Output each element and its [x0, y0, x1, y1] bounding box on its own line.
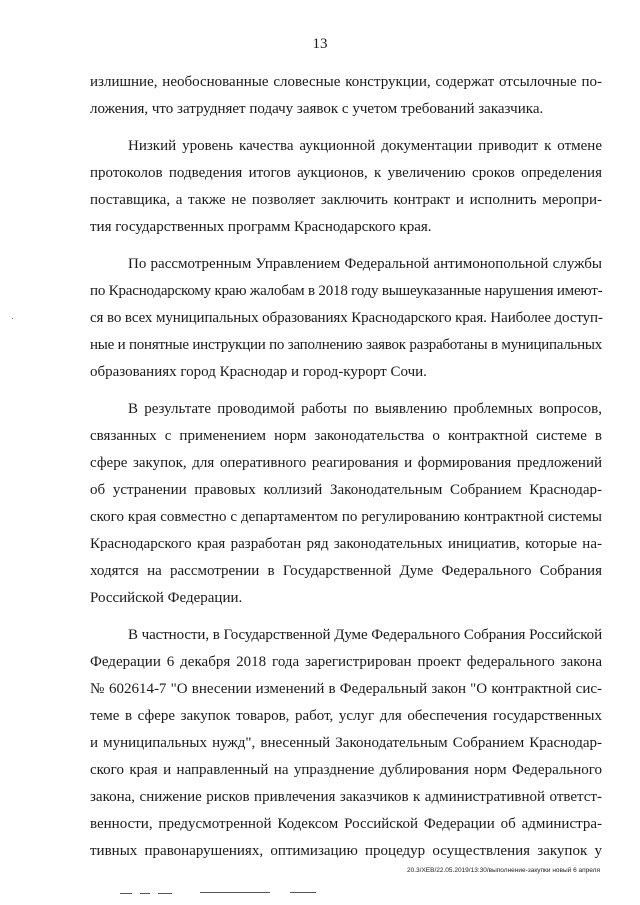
text-line: № 602614-7 "О внесении изменений в Федеральный закон "О контрактной сис-: [90, 681, 602, 697]
text-line: связанных с применением норм законодательства о контрактной системе в: [90, 428, 602, 444]
text-line: закона, снижение рисков привлечения заказчиков к административной ответст-: [90, 789, 602, 805]
document-body: [90, 69, 602, 865]
scan-artifact: [140, 893, 150, 894]
text-line: об устранении правовых коллизий Законодательным Собранием Краснодар-: [90, 482, 602, 498]
text-line: ского края и направленный на упразднение дублирования норм Федерального: [90, 762, 602, 778]
paragraph: [90, 69, 602, 123]
text-line: ся во всех муниципальных образованиях Краснодарского края. Наиболее доступ-: [90, 310, 603, 326]
scan-artifact: [12, 318, 13, 319]
text-line: протоколов подведения итогов аукционов, к увеличению сроков определения: [90, 165, 602, 181]
text-line: ные и понятные инструкции по заполнению заявок разработаны в муниципальных: [90, 337, 602, 353]
scan-artifact: [290, 892, 316, 893]
text-line: и муниципальных нужд", внесенный Законодательным Собранием Краснодар-: [90, 735, 602, 751]
page-number: 13: [312, 36, 328, 52]
text-line: В частности, в Государственной Думе Федерального Собрания Российской: [128, 627, 602, 643]
paragraph: [90, 622, 602, 865]
text-line: Краснодарского края разработан ряд законодательных инициатив, которые на-: [90, 536, 602, 552]
text-line: тивных правонарушениях, оптимизацию процедур осуществления закупок у: [90, 843, 602, 859]
text-line: В результате проводимой работы по выявлению проблемных вопросов,: [128, 401, 602, 417]
text-line: ходятся на рассмотрении в Государственной Думе Федерального Собрания: [90, 563, 602, 579]
text-line: ложения, что затрудняет подачу заявок с учетом требований заказчика.: [90, 101, 544, 117]
text-line: Низкий уровень качества аукционной документации приводит к отмене: [128, 138, 602, 154]
file-stamp: 20.3/ХЕВ/22.05.2019/13:30/выполнение-закупки новый 6 апреля: [406, 867, 600, 874]
text-line: тия государственных программ Краснодарского края.: [90, 219, 432, 235]
scan-artifact: [158, 893, 172, 894]
text-line: по Краснодарскому краю жалобам в 2018 году вышеуказанные нарушения имеют-: [90, 283, 603, 299]
text-line: По рассмотренным Управлением Федеральной антимонопольной службы: [128, 256, 602, 272]
paragraph: [90, 251, 602, 386]
text-line: Российской Федерации.: [90, 590, 243, 606]
text-line: поставщика, а также не позволяет заключить контракт и исполнить меропри-: [90, 192, 602, 208]
text-line: венности, предусмотренной Кодексом Российской Федерации об администра-: [90, 816, 602, 832]
text-line: теме в сфере закупок товаров, работ, услуг для обеспечения государственных: [90, 708, 602, 724]
text-line: ского края совместно с департаментом по регулированию контрактной системы: [90, 509, 602, 525]
text-line: сфере закупок, для оперативного реагирования и формирования предложений: [90, 455, 602, 471]
paragraph: [90, 396, 602, 612]
text-line: образованиях город Краснодар и город-курорт Сочи.: [90, 364, 427, 380]
text-line: Федерации 6 декабря 2018 года зарегистрирован проект федерального закона: [90, 654, 602, 670]
scan-artifact: [200, 892, 270, 893]
paragraph: [90, 133, 602, 241]
scan-artifact: [120, 893, 132, 894]
text-line: излишние, необоснованные словесные конструкции, содержат отсылочные по-: [90, 74, 602, 90]
